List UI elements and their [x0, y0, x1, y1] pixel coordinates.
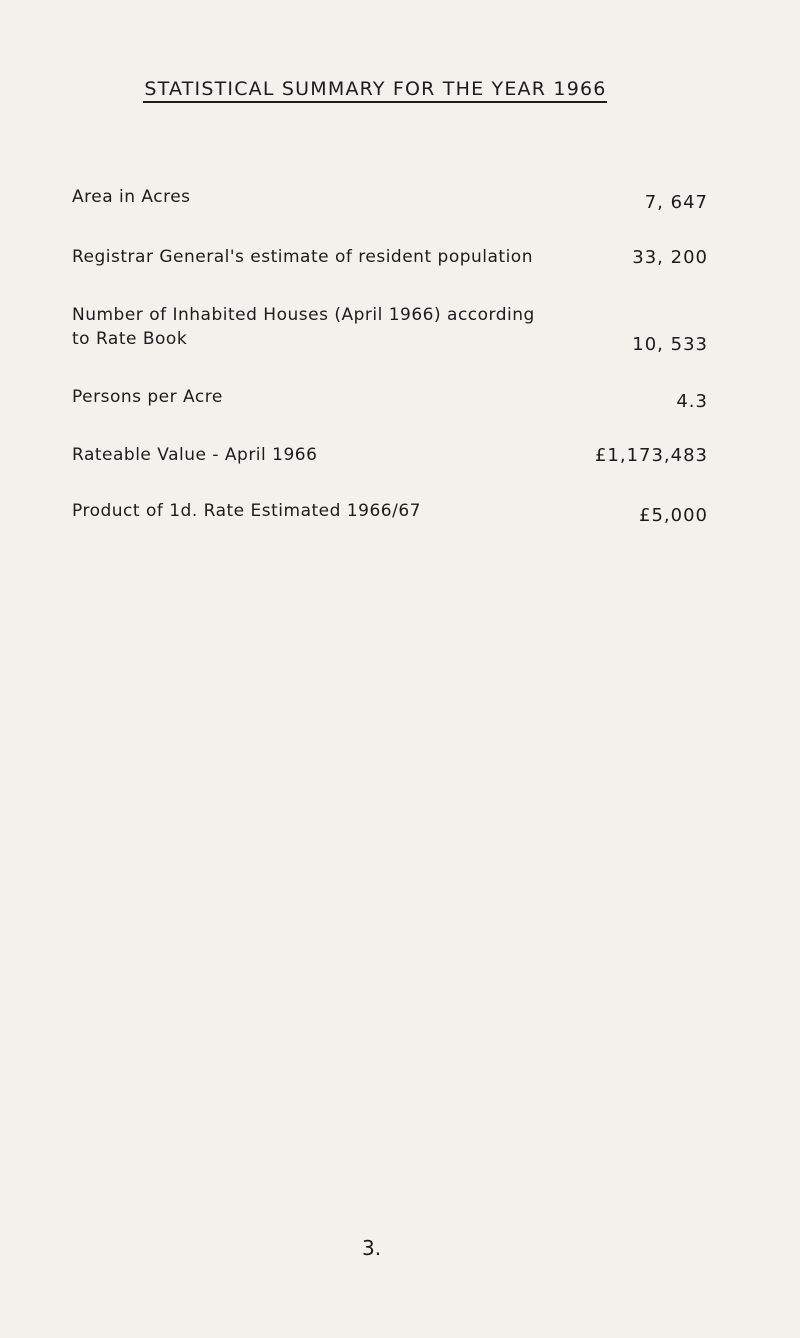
row-value: 10, 533	[632, 334, 708, 355]
row-label: Rateable Value - April 1966	[72, 445, 318, 465]
page-title	[0, 78, 800, 100]
row-value: 33, 200	[632, 247, 708, 268]
row-label: Registrar General's estimate of resident population	[72, 247, 533, 267]
page-title-text: STATISTICAL SUMMARY FOR THE YEAR 1966	[143, 78, 606, 103]
page-number: 3.	[362, 1236, 382, 1260]
row-label: Area in Acres	[72, 187, 191, 207]
row-label-line2: to Rate Book	[72, 329, 188, 349]
row-value: 4.3	[676, 391, 708, 412]
row-value: £1,173,483	[594, 445, 708, 466]
row-label: Product of 1d. Rate Estimated 1966/67	[72, 501, 421, 521]
row-label-line1: Number of Inhabited Houses (April 1966) according	[72, 305, 535, 325]
row-value: 7, 647	[644, 192, 708, 213]
row-value: £5,000	[639, 505, 708, 526]
row-label: Persons per Acre	[72, 387, 223, 407]
